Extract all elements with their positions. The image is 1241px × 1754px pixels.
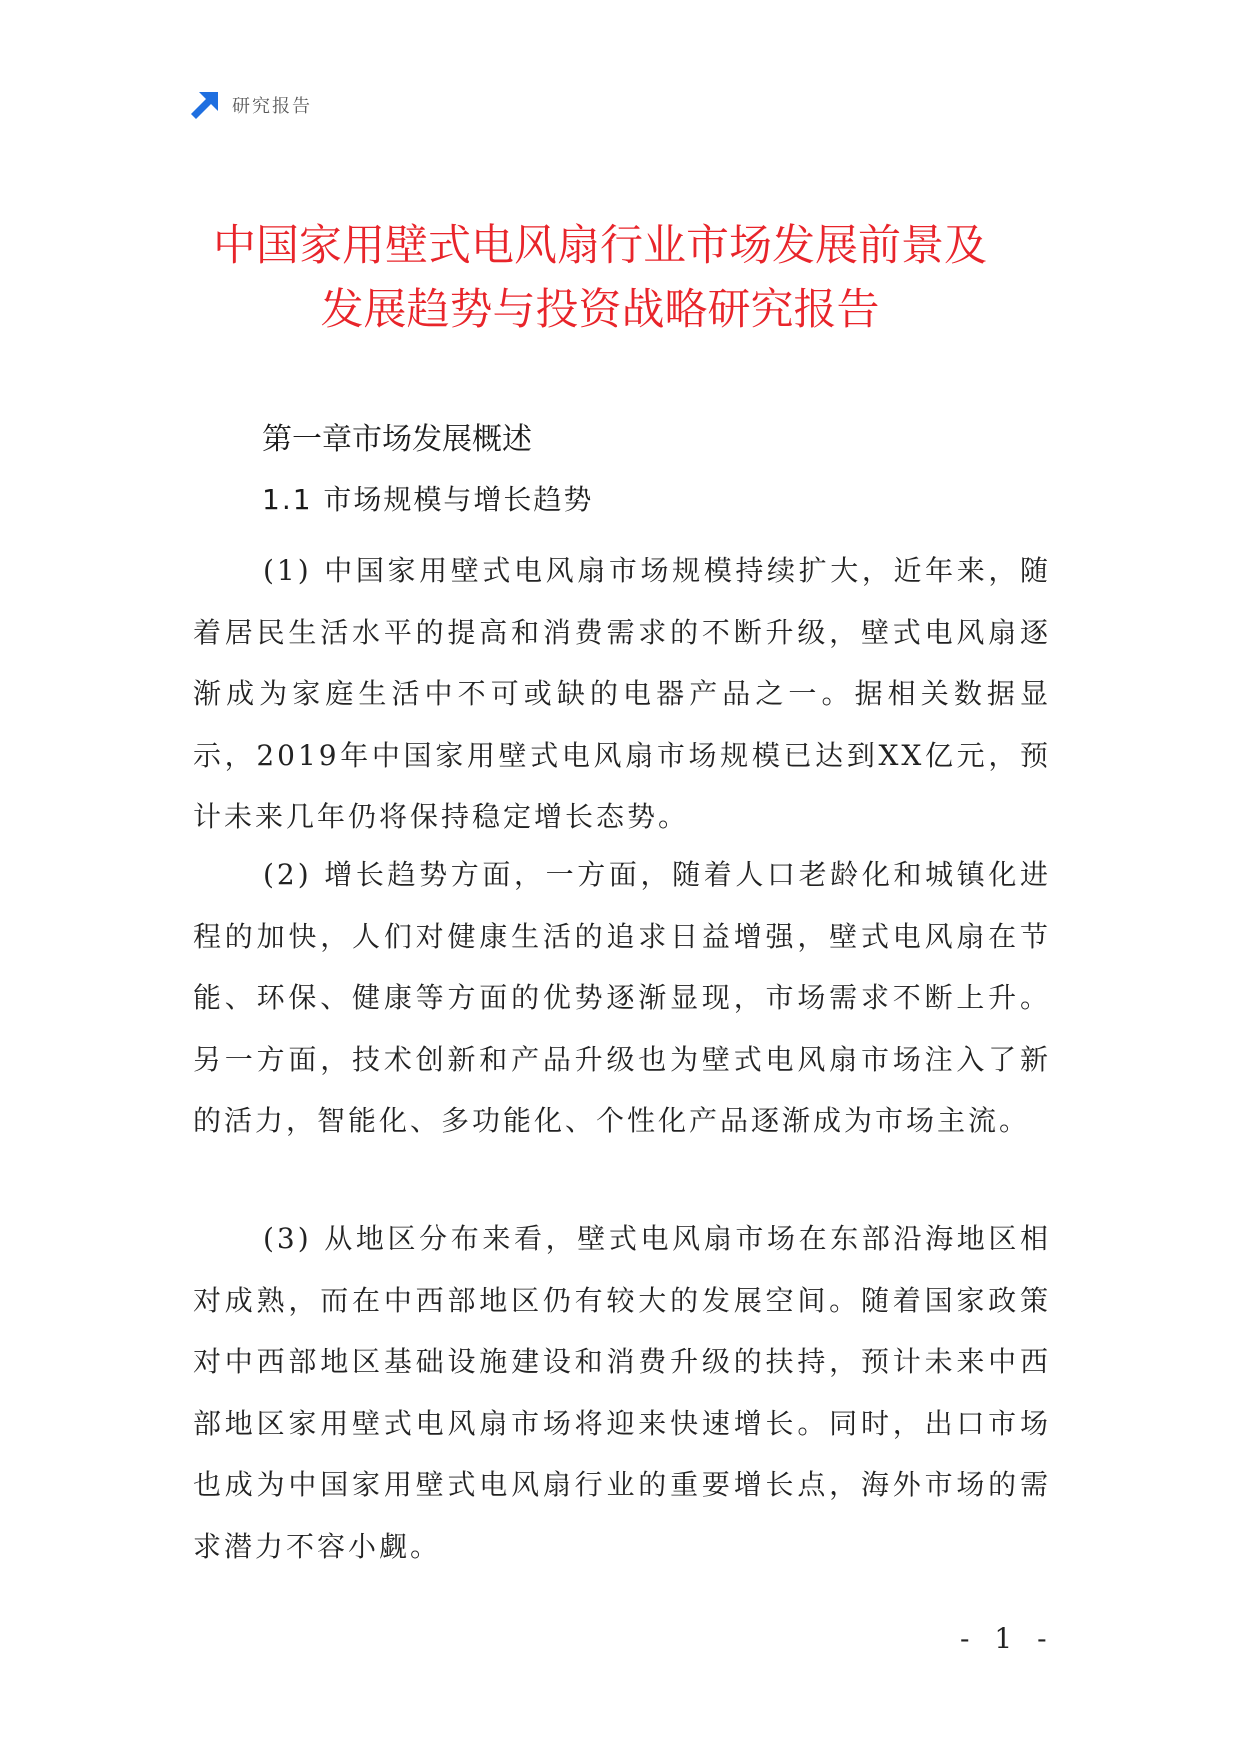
document-title bbox=[150, 214, 1050, 342]
arrow-up-right-icon bbox=[190, 90, 220, 120]
paragraph-3: (3) 从地区分布来看，壁式电风扇市场在东部沿海地区相对成熟，而在中西部地区仍有较大的发展空间。随着国家政策对中西部地区基础设施建设和消费升级的扶持，预计未来中西部地区家用壁式电风扇市场将迎来快速增长。同时，出口市场也成为中国家用壁式电风扇行业的重要增长点，海外市场的需求潜力不容小觑。 bbox=[193, 1222, 1051, 1563]
header-label: 研究报告 bbox=[232, 96, 312, 117]
paragraph-1: (1) 中国家用壁式电风扇市场规模持续扩大，近年来，随着居民生活水平的提高和消费需求的不断升级，壁式电风扇逐渐成为家庭生活中不可或缺的电器产品之一。据相关数据显示，2019年中国家用壁式电风扇市场规模已达到XX亿元，预计未来几年仍将保持稳定增长态势。 bbox=[193, 554, 1051, 833]
chapter-heading: 第一章市场发展概述 bbox=[262, 422, 532, 457]
paragraph-2: (2) 增长趋势方面，一方面，随着人口老龄化和城镇化进程的加快，人们对健康生活的追求日益增强，壁式电风扇在节能、环保、健康等方面的优势逐渐显现，市场需求不断上升。另一方面，技术创新和产品升级也为壁式电风扇市场注入了新的活力，智能化、多功能化、个性化产品逐渐成为市场主流。 bbox=[193, 858, 1051, 1137]
title-line-2: 发展趋势与投资战略研究报告 bbox=[320, 285, 880, 335]
report-header bbox=[190, 88, 312, 122]
title-line-1: 中国家用壁式电风扇行业市场发展前景及 bbox=[213, 221, 987, 271]
section-heading: 1.1 市场规模与增长趋势 bbox=[262, 483, 594, 516]
page-number: - 1 - bbox=[960, 1622, 1055, 1655]
